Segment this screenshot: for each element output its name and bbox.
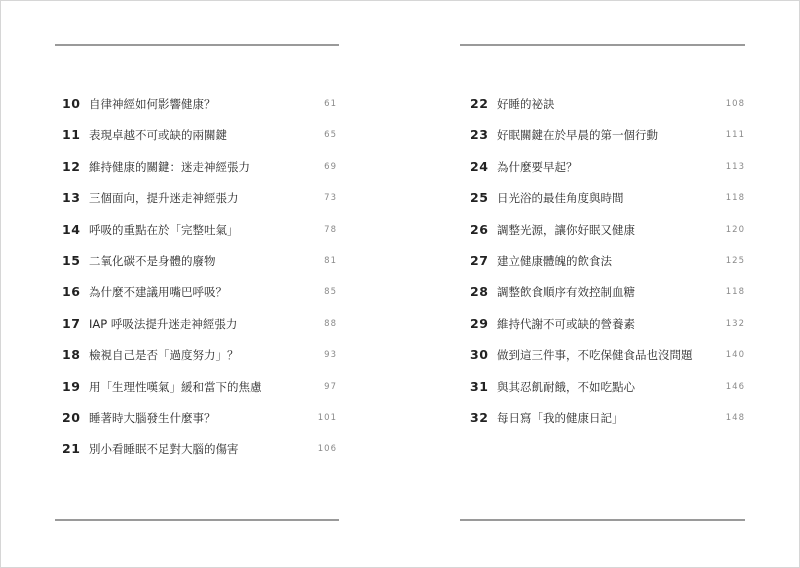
entry-number: 10 bbox=[62, 96, 81, 111]
entry-page: 65 bbox=[324, 130, 337, 141]
toc-entry[interactable] bbox=[470, 154, 745, 185]
entry-title: 好睡的祕訣 bbox=[497, 97, 555, 111]
entry-page: 78 bbox=[324, 224, 337, 235]
entry-number: 32 bbox=[470, 409, 489, 425]
toc-entry[interactable] bbox=[62, 185, 337, 216]
entry-number: 18 bbox=[62, 347, 81, 363]
top-rule bbox=[55, 44, 339, 46]
entry-page: 85 bbox=[324, 287, 337, 298]
entry-title: 三個面向，提升迷走神經張力 bbox=[89, 191, 239, 206]
entry-page: 81 bbox=[324, 255, 337, 266]
toc-entry[interactable] bbox=[62, 91, 337, 122]
entry-number: 14 bbox=[62, 221, 81, 237]
entry-page: 69 bbox=[324, 161, 337, 172]
entry-page: 93 bbox=[324, 350, 337, 361]
entry-title: 用「生理性嘆氣」緩和當下的焦慮 bbox=[89, 379, 262, 394]
toc-list-left bbox=[62, 91, 337, 468]
entry-page: 106 bbox=[317, 444, 337, 455]
entry-page: 108 bbox=[725, 99, 745, 109]
toc-entry[interactable] bbox=[62, 154, 337, 185]
toc-entry[interactable] bbox=[62, 248, 337, 279]
entry-title: IAP 呼吸法提升迷走神經張力 bbox=[89, 316, 238, 331]
entry-title: 維持代謝不可或缺的營養素 bbox=[497, 316, 635, 331]
entry-title: 維持健康的關鍵：迷走神經張力 bbox=[89, 159, 250, 174]
toc-entry[interactable] bbox=[470, 122, 745, 153]
entry-number: 19 bbox=[62, 378, 81, 394]
entry-number: 17 bbox=[62, 315, 81, 331]
entry-title: 每日寫「我的健康日記」 bbox=[497, 410, 624, 425]
toc-entry[interactable] bbox=[62, 217, 337, 248]
entry-number: 30 bbox=[470, 347, 489, 363]
entry-number: 26 bbox=[470, 221, 489, 237]
entry-page: 73 bbox=[324, 193, 337, 204]
entry-page: 132 bbox=[725, 318, 745, 329]
entry-number: 29 bbox=[470, 315, 489, 331]
entry-title: 好眠關鍵在於早晨的第一個行動 bbox=[497, 128, 658, 143]
top-rule bbox=[460, 44, 745, 46]
toc-entry[interactable] bbox=[470, 374, 745, 405]
entry-title: 建立健康體魄的飲食法 bbox=[497, 253, 612, 268]
entry-number: 27 bbox=[470, 252, 489, 268]
entry-title: 表現卓越不可或缺的兩關鍵 bbox=[89, 128, 227, 143]
entry-title: 調整光源，讓你好眠又健康 bbox=[497, 222, 635, 237]
toc-entry[interactable] bbox=[470, 248, 745, 279]
entry-number: 21 bbox=[62, 441, 81, 457]
entry-page: 97 bbox=[324, 381, 337, 392]
entry-number: 16 bbox=[62, 284, 81, 300]
toc-entry[interactable] bbox=[62, 311, 337, 342]
entry-page: 118 bbox=[725, 193, 745, 204]
toc-entry[interactable] bbox=[62, 279, 337, 310]
right-page bbox=[400, 0, 800, 568]
toc-list-right bbox=[470, 91, 745, 436]
toc-entry[interactable] bbox=[470, 279, 745, 310]
toc-entry[interactable] bbox=[470, 185, 745, 216]
toc-entry[interactable] bbox=[470, 342, 745, 373]
toc-entry[interactable] bbox=[62, 405, 337, 436]
entry-title: 睡著時大腦發生什麼事？ bbox=[89, 410, 216, 425]
entry-number: 22 bbox=[470, 96, 489, 111]
entry-number: 24 bbox=[470, 158, 489, 174]
entry-title: 檢視自己是否「過度努力」？ bbox=[89, 348, 239, 363]
entry-page: 111 bbox=[725, 130, 745, 141]
entry-title: 與其忍飢耐餓，不如吃點心 bbox=[497, 379, 635, 394]
toc-entry[interactable] bbox=[62, 122, 337, 153]
entry-number: 25 bbox=[470, 190, 489, 206]
entry-number: 12 bbox=[62, 158, 81, 174]
entry-page: 113 bbox=[725, 161, 745, 172]
toc-entry[interactable] bbox=[62, 374, 337, 405]
entry-title: 為什麼要早起？ bbox=[497, 159, 578, 174]
entry-number: 13 bbox=[62, 190, 81, 206]
entry-title: 自律神經如何影響健康？ bbox=[89, 97, 216, 111]
entry-page: 140 bbox=[725, 350, 745, 361]
entry-page: 146 bbox=[725, 381, 745, 392]
entry-page: 118 bbox=[725, 287, 745, 298]
entry-title: 別小看睡眠不足對大腦的傷害 bbox=[89, 442, 239, 457]
bottom-rule bbox=[55, 519, 339, 521]
toc-entry[interactable] bbox=[470, 91, 745, 122]
entry-page: 125 bbox=[725, 255, 745, 266]
entry-number: 31 bbox=[470, 378, 489, 394]
toc-entry[interactable] bbox=[470, 217, 745, 248]
entry-page: 120 bbox=[725, 224, 745, 235]
toc-entry[interactable] bbox=[62, 436, 337, 467]
entry-title: 二氧化碳不是身體的廢物 bbox=[89, 253, 216, 268]
entry-number: 11 bbox=[62, 127, 81, 143]
entry-number: 15 bbox=[62, 252, 81, 268]
entry-number: 23 bbox=[470, 127, 489, 143]
entry-title: 日光浴的最佳角度與時間 bbox=[497, 191, 624, 206]
entry-page: 101 bbox=[317, 412, 337, 423]
toc-entry[interactable] bbox=[470, 405, 745, 436]
entry-title: 呼吸的重點在於「完整吐氣」 bbox=[89, 222, 239, 237]
toc-entry[interactable] bbox=[470, 311, 745, 342]
entry-number: 20 bbox=[62, 409, 81, 425]
entry-page: 148 bbox=[725, 412, 745, 423]
entry-title: 為什麼不建議用嘴巴呼吸？ bbox=[89, 285, 227, 300]
entry-title: 做到這三件事，不吃保健食品也沒問題 bbox=[497, 348, 693, 363]
entry-page: 61 bbox=[324, 99, 337, 109]
entry-number: 28 bbox=[470, 284, 489, 300]
entry-title: 調整飲食順序有效控制血糖 bbox=[497, 285, 635, 300]
bottom-rule bbox=[460, 519, 745, 521]
entry-page: 88 bbox=[324, 318, 337, 329]
toc-entry[interactable] bbox=[62, 342, 337, 373]
